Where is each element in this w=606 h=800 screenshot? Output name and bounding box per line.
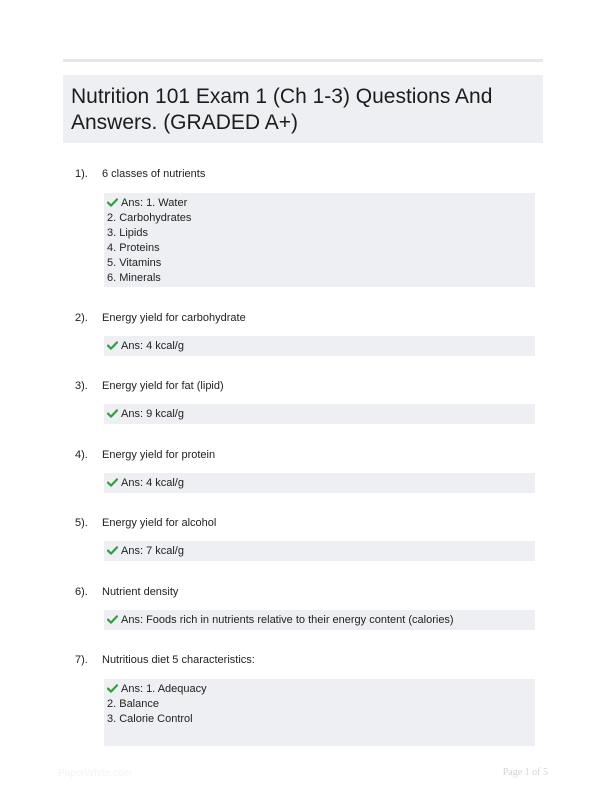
question-item-7: [75, 653, 535, 725]
answer-line: Ans: 1. Adequacy: [107, 682, 535, 697]
top-divider: [63, 59, 543, 62]
answer-box: [104, 336, 535, 356]
answer-line: 5. Vitamins: [107, 257, 162, 269]
check-icon: [107, 341, 118, 350]
answer-line: Ans: Foods rich in nutrients relative to their energy content (calories): [107, 613, 535, 628]
question-text: Energy yield for carbohydrate: [102, 312, 246, 324]
answer-box: [104, 404, 535, 424]
answer-line: Ans: 4 kcal/g: [107, 339, 535, 354]
question-text: Nutritious diet 5 characteristics:: [102, 654, 255, 666]
footer-watermark: PaperWhite.com: [58, 768, 132, 779]
answer-box: [104, 541, 535, 561]
answer-line: 3. Lipids: [107, 227, 148, 239]
question-number: 4).: [75, 449, 88, 461]
answer-line: 2. Carbohydrates: [107, 212, 192, 224]
answer-line: Ans: 1. Water: [107, 196, 535, 211]
answer-box: [104, 193, 535, 287]
answer-line: Ans: 4 kcal/g: [107, 476, 535, 491]
answer-line: 2. Balance: [107, 698, 159, 710]
question-item-5: [75, 516, 535, 557]
answer-line: 4. Proteins: [107, 242, 160, 254]
answer-box: [104, 610, 535, 630]
question-number: 3).: [75, 380, 88, 392]
question-number: 1).: [75, 168, 88, 180]
question-item-1: [75, 167, 535, 284]
question-text: Nutrient density: [102, 586, 179, 598]
question-number: 7).: [75, 654, 88, 666]
question-number: 5).: [75, 517, 88, 529]
check-icon: [107, 478, 118, 487]
check-icon: [107, 684, 118, 693]
title-banner: [63, 75, 543, 143]
question-item-6: [75, 585, 535, 626]
question-text: Energy yield for protein: [102, 449, 216, 461]
question-item-4: [75, 448, 535, 489]
question-number: 2).: [75, 312, 88, 324]
question-text: 6 classes of nutrients: [102, 168, 206, 180]
check-icon: [107, 615, 118, 624]
check-icon: [107, 409, 118, 418]
page-number: Page 1 of 5: [502, 767, 548, 778]
answer-box: [104, 679, 535, 746]
question-item-3: [75, 379, 535, 420]
question-number: 6).: [75, 586, 88, 598]
question-text: Energy yield for fat (lipid): [102, 380, 224, 392]
answer-box: [104, 473, 535, 493]
answer-line: Ans: 9 kcal/g: [107, 407, 535, 422]
answer-line: 3. Calorie Control: [107, 713, 193, 725]
answer-line: 6. Minerals: [107, 272, 161, 284]
question-text: Energy yield for alcohol: [102, 517, 217, 529]
check-icon: [107, 546, 118, 555]
check-icon: [107, 198, 118, 207]
document-title: Nutrition 101 Exam 1 (Ch 1-3) Questions And Answers. (GRADED A+): [71, 85, 493, 134]
answer-line: Ans: 7 kcal/g: [107, 544, 535, 559]
question-item-2: [75, 311, 535, 352]
